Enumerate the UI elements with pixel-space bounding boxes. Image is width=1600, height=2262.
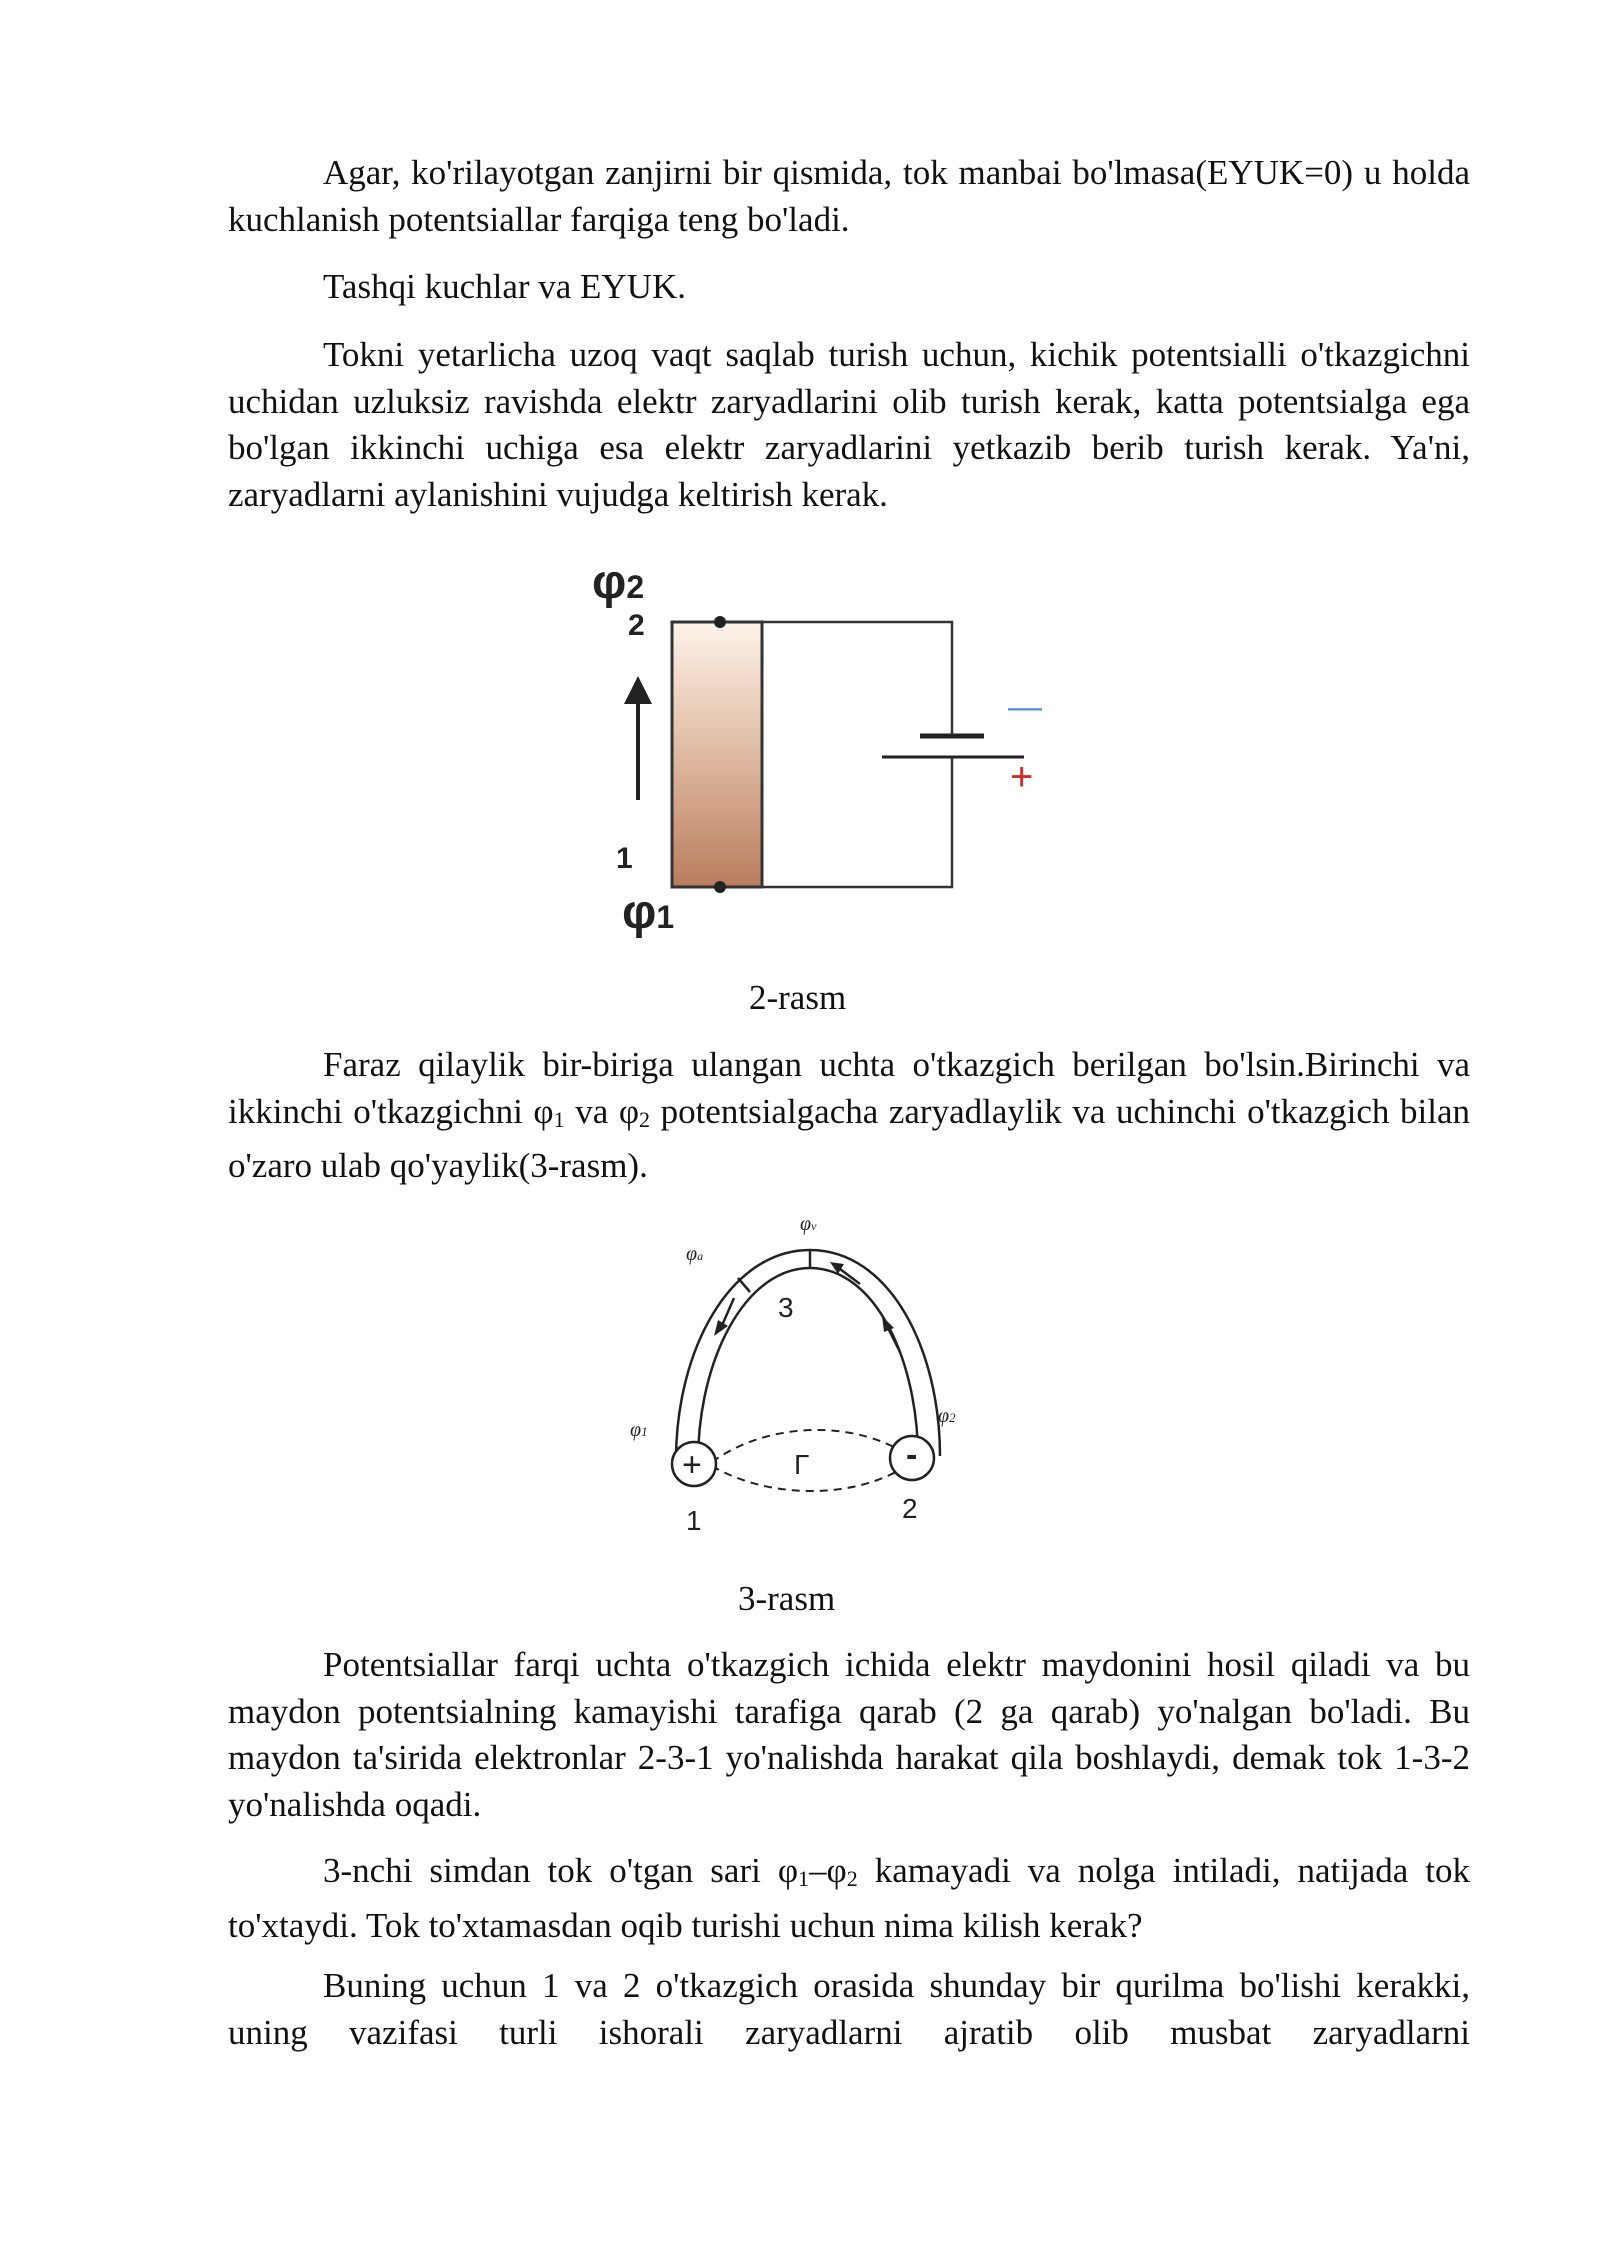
phi-1-label: φ1 [622,886,675,939]
junction-bottom [714,881,726,893]
gamma-dashed-upper [712,1430,912,1462]
junction-top [714,616,726,628]
node-1-label: 1 [686,1505,702,1536]
phi-v-label: φv [800,1213,817,1235]
node-1-label: 1 [616,842,633,875]
wire-3-label: 3 [778,1292,794,1323]
plus-sign: + [1010,755,1034,799]
conductor-bar [672,622,762,887]
figure-2-circuit [580,550,1080,950]
phi-2-label: φ2 [938,1405,956,1427]
minus-terminal-sign: - [906,1436,918,1474]
figure-3-caption: 3-rasm [738,1579,836,1618]
figure-3-circuit [620,1200,980,1540]
current-arrow-right-icon [882,1316,894,1332]
paragraph-2-heading: Tashqi kuchlar va EYUK. [323,267,687,306]
plus-terminal-sign: + [682,1446,702,1484]
paragraph-6: 3-nchi simdan tok o'tgan sari φ1–φ2 kamayadi va nolga intiladi, natijada tok to'xtaydi. Tok to'xtamasdan oqib turishi uchun nima kilish kerak? [228,1851,1470,1945]
paragraph-5: Potentsiallar farqi uchta o'tkazgich ichida elektr maydonini hosil qiladi va bu maydon potentsialning kamayishi tarafiga qarab (2 ga qarab) yo'nalgan bo'ladi. Bu maydon ta'sirida elektronlar 2-3-1 yo'nalishda harakat qila boshlaydi, demak tok 1-3-2 yo'nalishda oqadi. [228,1645,1470,1824]
phi-a-label: φa [686,1243,704,1265]
phi-1-label: φ1 [630,1419,648,1441]
direction-arrow-icon [624,676,652,704]
figure-2-caption: 2-rasm [749,978,847,1017]
tick-phi-a [738,1278,750,1292]
gamma-dashed-lower [712,1462,912,1491]
node-2-label: 2 [628,609,645,642]
node-2-label: 2 [902,1493,918,1524]
phi-2-label: φ2 [592,556,645,609]
minus-sign: — [1008,688,1042,726]
paragraph-1: Agar, ko'rilayotgan zanjirni bir qismida, tok manbai bo'lmasa(EYUK=0) u holda kuchlanish potentsiallar farqiga teng bo'ladi. [228,153,1470,239]
paragraph-3: Tokni yetarlicha uzoq vaqt saqlab turish uchun, kichik potentsialli o'tkazgichni uchidan uzluksiz ravishda elektr zaryadlarini olib turish kerak, katta potentsialga ega bo'lgan ikkinchi uchiga esa elektr zaryadlarini yetkazib berib turish kerak. Ya'ni, zaryadlarni aylanishini vujudga keltirish kerak. [228,335,1470,514]
gamma-label: Г [794,1449,810,1480]
paragraph-7: Buning uchun 1 va 2 o'tkazgich orasida shunday bir qurilma bo'lishi kerakki, uning vazifasi turli ishorali zaryadlarni ajratib olib musbat zaryadlarni [228,1966,1470,2052]
wire-3-inner [698,1268,918,1462]
paragraph-4: Faraz qilaylik bir-biriga ulangan uchta o'tkazgich berilgan bo'lsin.Birinchi va ikkinchi o'tkazgichni φ1 va φ2 potentsialgacha zaryadlaylik va uchinchi o'tkazgich bilan o'zaro ulab qo'yaylik(3-rasm). [228,1045,1470,1185]
